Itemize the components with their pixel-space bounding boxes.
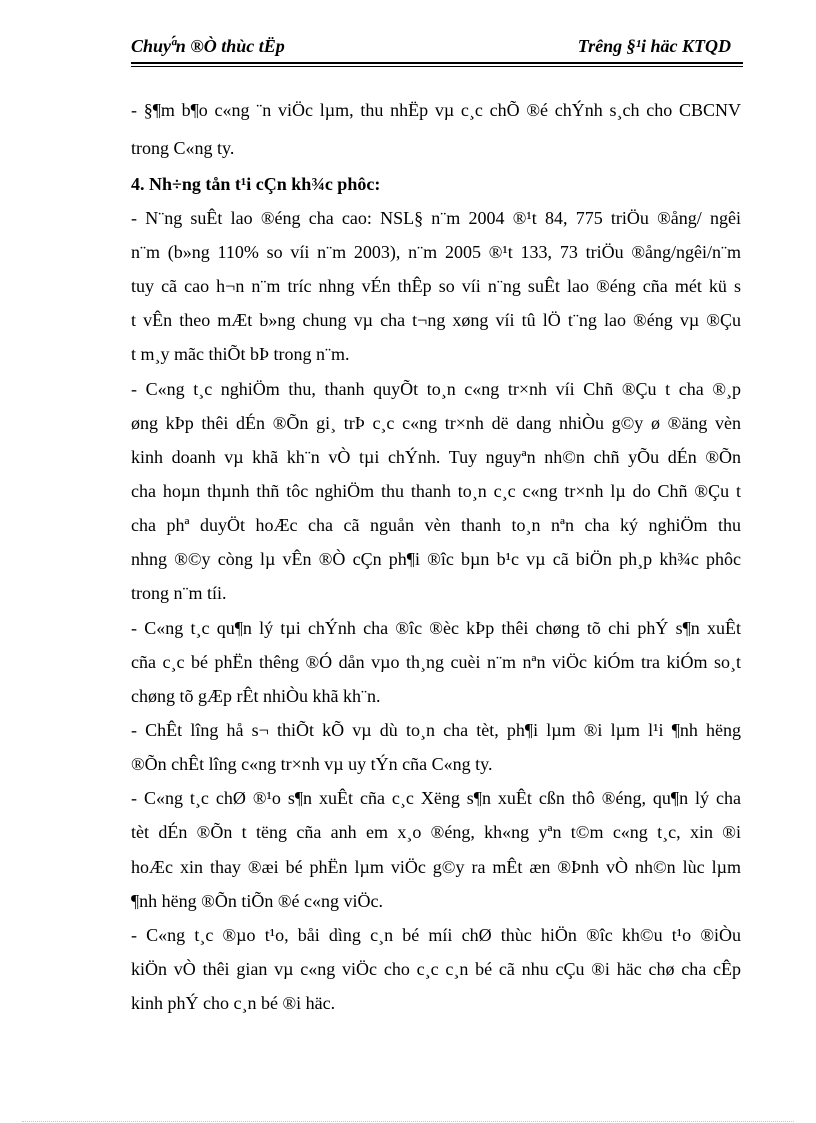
text-line: nhng ®©y còng lµ vÊn ®Ò cÇn ph¶i ®îc bµn b¹c vµ cã biÖn ph¸p kh¾c phôc bbox=[131, 549, 741, 569]
text-line: cha phª duyÖt hoÆc cha cã nguån vèn thanh to¸n nªn cha ký nghiÖm thu bbox=[131, 515, 741, 535]
text-line: trong n¨m tíi. bbox=[131, 583, 227, 603]
text-line: ¶nh hëng ®Õn tiÕn ®é c«ng viÖc. bbox=[131, 891, 383, 911]
text-line: øng kÞp thêi dÉn ®Õn gi¸ trÞ c¸c c«ng tr×nh dë dang nhiÒu g©y ø ®äng vèn bbox=[131, 413, 741, 433]
text-line: - C«ng t¸c chØ ®¹o s¶n xuÊt cña c¸c Xëng s¶n xuÊt cßn thô ®éng, qu¶n lý cha bbox=[131, 788, 741, 808]
text-line: - C«ng t¸c qu¶n lý tµi chÝnh cha ®îc ®èc kÞp thêi chøng tõ chi phÝ s¶n xuÊt bbox=[131, 618, 741, 638]
text-line: t vÊn theo mÆt b»ng chung vµ cha t¬ng xøng víi tû lÖ t¨ng lao ®éng vµ ®Çu bbox=[131, 310, 741, 330]
text-line: - ChÊt lîng hå s¬ thiÕt kÕ vµ dù to¸n cha tèt, ph¶i lµm ®i lµm l¹i ¶nh hëng bbox=[131, 720, 741, 740]
text-line: kiÖn vÒ thêi gian vµ c«ng viÖc cho c¸c c¸n bé cã nhu cÇu ®i häc chø cha cÊp bbox=[131, 959, 741, 979]
section-heading: 4. Nh÷ng tån t¹i cÇn kh¾c phôc: bbox=[131, 174, 381, 194]
text-line: cña c¸c bé phËn thêng ®Ó dån vµo th¸ng cuèi n¨m nªn viÖc kiÓm tra kiÓm so¸t bbox=[131, 652, 741, 672]
header-university-name: Trêng §¹i häc KTQD bbox=[577, 36, 731, 56]
text-line: tuy cã cao h¬n n¨m tríc nhng vÉn thÊp so víi n¨ng suÊt lao ®éng cña mét kü s bbox=[131, 276, 741, 296]
text-line: t m¸y mãc thiÕt bÞ trong n¨m. bbox=[131, 344, 350, 364]
text-line: n¨m (b»ng 110% so víi n¨m 2003), n¨m 2005 ®¹t 133, 73 triÖu ®ång/ngêi/n¨m bbox=[131, 242, 741, 262]
text-line: cha hoµn thµnh thñ tôc nghiÖm thu thanh to¸n c¸c c«ng tr×nh lµ do Chñ ®Çu t bbox=[131, 481, 741, 501]
header-rule-thick bbox=[131, 62, 743, 64]
text-line: hoÆc xin thay ®æi bé phËn lµm viÖc g©y ra mÊt æn ®Þnh vÒ nh©n lùc lµm bbox=[131, 857, 741, 877]
page-bottom-border bbox=[22, 1121, 794, 1122]
page-header bbox=[131, 36, 743, 62]
header-rule-thin bbox=[131, 66, 743, 67]
text-line: - §¶m b¶o c«ng ¨n viÖc lµm, thu nhËp vµ c¸c chÕ ®é chÝnh s¸ch cho CBCNV bbox=[131, 100, 741, 120]
text-line: - N¨ng suÊt lao ®éng cha cao: NSL§ n¨m 2004 ®¹t 84, 775 triÖu ®ång/ ngêi bbox=[131, 208, 741, 228]
header-document-title: Chuyª́n ®Ò thùc tËp bbox=[131, 36, 285, 56]
text-line: kinh doanh vµ khã kh¨n vÒ tµi chÝnh. Tuy nguyªn nh©n chñ yÕu dÉn ®Õn bbox=[131, 447, 741, 467]
text-line: chøng tõ gÆp rÊt nhiÒu khã kh¨n. bbox=[131, 686, 381, 706]
text-line: ®Õn chÊt lîng c«ng tr×nh vµ uy tÝn cña C«ng ty. bbox=[131, 754, 493, 774]
text-line: - C«ng t¸c ®µo t¹o, båi dìng c¸n bé míi chØ thùc hiÖn ®îc kh©u t¹o ®iÒu bbox=[131, 925, 741, 945]
text-line: - C«ng t¸c nghiÖm thu, thanh quyÕt to¸n c«ng tr×nh víi Chñ ®Çu t cha ®¸p bbox=[131, 379, 741, 399]
text-line: kinh phÝ cho c¸n bé ®i häc. bbox=[131, 993, 336, 1013]
text-line: trong C«ng ty. bbox=[131, 138, 235, 158]
text-line: tèt dÉn ®Õn t tëng cña anh em x¸o ®éng, kh«ng yªn t©m c«ng t¸c, xin ®i bbox=[131, 822, 741, 842]
